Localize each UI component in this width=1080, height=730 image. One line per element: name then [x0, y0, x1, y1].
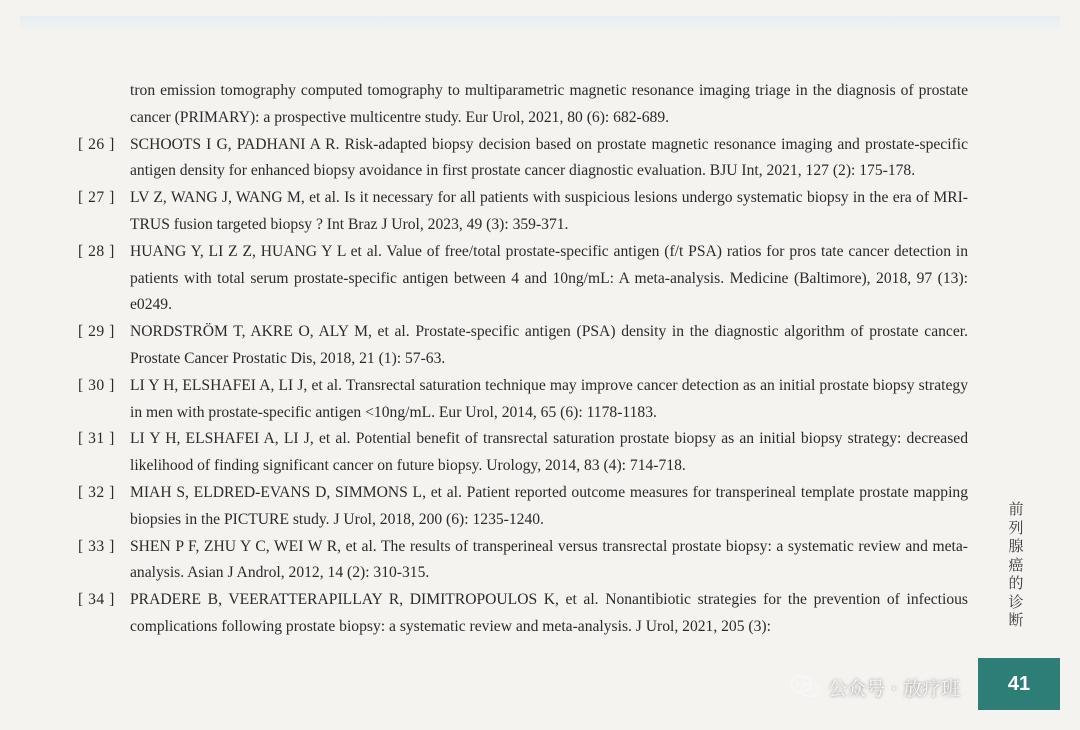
side-title-char: 癌: [1008, 555, 1024, 574]
reference-number: [ 26 ]: [78, 135, 115, 153]
reference-entry: [78, 185, 968, 239]
side-title-char: 前: [1008, 500, 1024, 518]
reference-entry: [78, 480, 968, 534]
watermark-text: 公众号 · 放疗班: [828, 677, 961, 700]
side-title-char: 的: [1008, 574, 1024, 592]
reference-list: [78, 78, 968, 641]
reference-text: MIAH S, ELDRED-EVANS D, SIMMONS L, et al. Patient reported outcome measures for transperineal template prostate mapping biopsies in the PICTURE study. J Urol, 2018, 200 (6): 1235-1240.: [130, 483, 968, 528]
watermark: [790, 672, 960, 702]
wechat-icon: [790, 674, 820, 700]
reference-number: [ 34 ]: [78, 591, 115, 609]
reference-number: [ 33 ]: [78, 537, 115, 555]
side-title-char: 腺: [1008, 537, 1024, 555]
reference-text: tron emission tomography computed tomography to multiparametric magnetic resonance imaging triage in the diagnosis of prostate cancer (PRIMARY): a prospective multicentre study. Eur Urol, 2021, 80 (6): 682-689.: [130, 82, 968, 126]
page-number: 41: [1007, 672, 1031, 695]
reference-entry: [78, 239, 968, 319]
page-top-edge: [20, 16, 1060, 32]
side-title-char: 诊: [1008, 592, 1024, 611]
reference-text: HUANG Y, LI Z Z, HUANG Y L et al. Value of free/total prostate-specific antigen (f/t PSA) ratios for pros tate cancer detection in patients with total serum prostate-specific antigen between 4 and 10ng/mL: A meta-analysis. Medicine (Baltimore), 2018, 97 (13): e0249.: [130, 242, 968, 314]
side-title-char: 断: [1008, 611, 1024, 629]
reference-text: SCHOOTS I G, PADHANI A R. Risk-adapted biopsy decision based on prostate magnetic resonance imaging and prostate-specific antigen density for enhanced biopsy avoidance in first prostate cancer diagnostic evaluation. BJU Int, 2021, 127 (2): 175-178.: [130, 135, 968, 180]
reference-number: [ 27 ]: [78, 189, 115, 207]
reference-number: [ 29 ]: [78, 323, 115, 341]
reference-entry: [78, 587, 968, 641]
reference-entry: [78, 132, 968, 186]
reference-entry: [78, 78, 968, 132]
reference-text: SHEN P F, ZHU Y C, WEI W R, et al. The results of transperineal versus transrectal prostate biopsy: a systematic review and meta-analysis. Asian J Androl, 2012, 14 (2): 310-315.: [130, 537, 968, 582]
reference-text: NORDSTRÖM T, AKRE O, ALY M, et al. Prostate-specific antigen (PSA) density in the diagnostic algorithm of prostate cancer. Prostate Cancer Prostatic Dis, 2018, 21 (1): 57-63.: [130, 323, 968, 367]
page-number-tab: [978, 658, 1060, 710]
reference-text: LV Z, WANG J, WANG M, et al. Is it necessary for all patients with suspicious lesions undergo systematic biopsy in the era of MRI-TRUS fusion targeted biopsy ? Int Braz J Urol, 2023, 49 (3): 359-371.: [130, 189, 968, 233]
reference-entry: [78, 426, 968, 480]
reference-number: [ 28 ]: [78, 242, 115, 260]
reference-entry: [78, 373, 968, 427]
reference-text: LI Y H, ELSHAFEI A, LI J, et al. Transrectal saturation technique may improve cancer detection as an initial prostate biopsy strategy in men with prostate-specific antigen <10ng/mL. Eur Urol, 2014, 65 (6): 1178-1183.: [130, 376, 968, 421]
reference-entry: [78, 319, 968, 373]
reference-number: [ 30 ]: [78, 376, 115, 394]
chapter-side-title: [1004, 500, 1028, 630]
reference-entry: [78, 534, 968, 588]
reference-number: [ 31 ]: [78, 430, 115, 448]
reference-text: LI Y H, ELSHAFEI A, LI J, et al. Potential benefit of transrectal saturation prostate biopsy as an initial biopsy strategy: decreased likelihood of finding significant cancer on future biopsy. Urology, 2014, 83 (4): 714-718.: [130, 430, 968, 475]
side-title-char: 列: [1008, 518, 1024, 537]
reference-text: PRADERE B, VEERATTERAPILLAY R, DIMITROPOULOS K, et al. Nonantibiotic strategies for the prevention of infectious complications following prostate biopsy: a systematic review and meta-analysis. J Urol, 2021, 205 (3):: [130, 591, 968, 635]
reference-number: [ 32 ]: [78, 483, 115, 501]
